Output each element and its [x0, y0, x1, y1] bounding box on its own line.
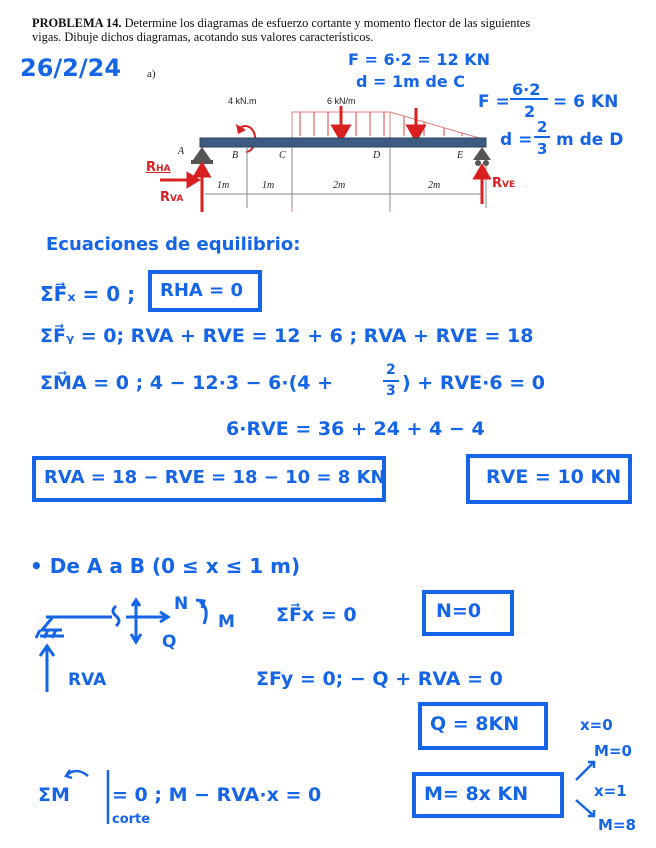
rha-result: RHA = 0 — [160, 280, 243, 301]
rva-result: RVA = 18 − RVE = 18 − 10 = 8 KN — [44, 467, 386, 488]
corte-label: corte — [112, 812, 151, 827]
section-sum-m: ΣM — [38, 784, 70, 806]
reaction-ha-r: R — [146, 160, 157, 175]
eq-sum-ma-a: ΣM⃗A = 0 ; 4 − 12·3 − 6·(4 + — [40, 372, 334, 394]
equilibrium-title: Ecuaciones de equilibrio: — [46, 234, 301, 255]
point-a: A — [178, 146, 185, 157]
q-result: Q = 8KN — [430, 713, 520, 735]
reaction-ha-sub: HA — [156, 164, 171, 174]
part-label: a) — [147, 68, 156, 80]
span-1: 1m — [217, 180, 230, 191]
date: 26/2/24 — [20, 54, 122, 82]
eq-sum-fx: ΣF⃗ₓ = 0 ; — [40, 282, 136, 306]
span-4: 2m — [428, 180, 441, 191]
dist2-lhs: d = — [500, 130, 533, 150]
dist2-den: 3 — [537, 140, 548, 158]
point-c: C — [279, 150, 286, 161]
reaction-va-sub: VA — [170, 194, 184, 204]
force2-lhs: F = — [478, 92, 510, 112]
force2-den: 2 — [524, 102, 536, 121]
force2-num: 6·2 — [512, 80, 541, 99]
section-sum-fx: ΣF⃗x = 0 — [276, 604, 357, 626]
eq-sum-ma-b: ) + RVE·6 = 0 — [402, 372, 545, 394]
problem-text-2: vigas. Dibuje dichos diagramas, acotando sus valores característicos. — [32, 30, 374, 44]
section-m-label: M — [218, 612, 235, 632]
rve-result: RVE = 10 KN — [486, 466, 622, 488]
section-sum-m-eq: = 0 ; M − RVA·x = 0 — [112, 784, 322, 806]
eq3-num: 2 — [386, 362, 396, 378]
m-eight: M=8 — [598, 816, 636, 834]
force1-line2: d = 1m de C — [356, 72, 465, 91]
point-b: B — [232, 150, 239, 161]
section-title: • De A a B (0 ≤ x ≤ 1 m) — [30, 554, 301, 578]
x-zero: x=0 — [580, 716, 613, 734]
point-d: D — [373, 150, 381, 161]
reaction-va-r: R — [160, 190, 171, 205]
section-sum-fy: ΣFy = 0; − Q + RVA = 0 — [256, 668, 503, 690]
dist2-rhs: m de D — [556, 130, 624, 150]
x-one: x=1 — [594, 782, 627, 800]
m-zero: M=0 — [594, 742, 632, 760]
force1-line1: F = 6·2 = 12 KN — [348, 50, 490, 69]
m-result: M= 8x KN — [424, 783, 529, 805]
problem-text-1: Determine los diagramas de esfuerzo cortante y momento flector de las siguientes — [124, 16, 531, 30]
point-e: E — [457, 150, 464, 161]
section-q-label: Q — [162, 632, 177, 652]
n-result: N=0 — [436, 600, 482, 622]
reaction-ve-r: R — [492, 176, 503, 191]
eq3-den: 3 — [386, 383, 396, 399]
eq-solve-rve: 6·RVE = 36 + 24 + 4 − 4 — [226, 418, 485, 440]
problem-title: PROBLEMA 14. — [32, 16, 122, 30]
section-n-label: N — [174, 594, 189, 614]
dist2-num: 2 — [537, 118, 548, 136]
dist-load-label: 6 kN/m — [327, 96, 356, 106]
force2-rhs: = 6 KN — [553, 92, 619, 112]
span-3: 2m — [333, 180, 346, 191]
span-2: 1m — [262, 180, 275, 191]
reaction-ve-sub: VE — [502, 180, 516, 190]
eq-sum-fy: ΣF⃗ᵧ = 0; RVA + RVE = 12 + 6 ; RVA + RVE = 18 — [40, 325, 534, 347]
section-r-label: RVA — [68, 670, 107, 690]
moment-load-label: 4 kN.m — [228, 96, 257, 106]
